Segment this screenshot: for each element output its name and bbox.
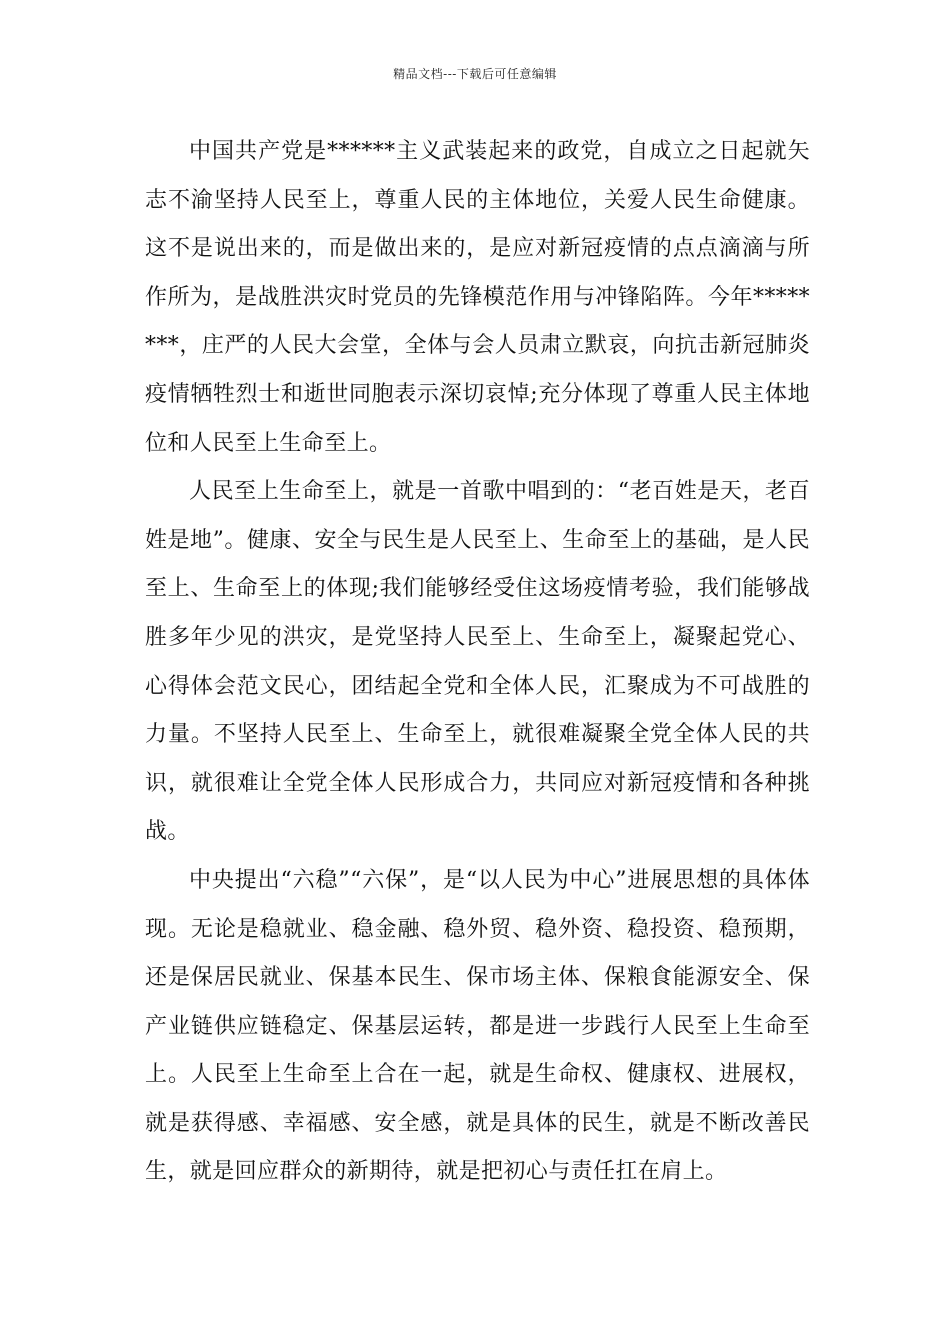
paragraph-3: 中央提出“六稳”“六保”，是“以人民为中心”进展思想的具体体现。无论是稳就业、稳金融、稳外贸、稳外资、稳投资、稳预期，还是保居民就业、保基本民生、保市场主体、保粮食能源安全、保产业链供应链稳定、保基层运转，都是进一步践行人民至上生命至上。人民至上生命至上合在一起，就是生命权、健康权、进展权，就是获得感、幸福感、安全感，就是具体的民生，就是不断改善民生，就是回应群众的新期待，就是把初心与责任扛在肩上。: [145, 867, 810, 1185]
page-header: 精品文档---下载后可任意编辑: [393, 67, 557, 81]
paragraph-1: 中国共产党是******主义武装起来的政党，自成立之日起就矢志不渝坚持人民至上，尊重人民的主体地位，关爱人民生命健康。这不是说出来的，而是做出来的，是应对新冠疫情的点点滴滴与所作所为，是战胜洪灾时党员的先锋模范作用与冲锋陷阵。今年********，庄严的人民大会堂，全体与会人员肃立默哀，向抗击新冠肺炎疫情牺牲烈士和逝世同胞表示深切哀悼;充分体现了尊重人民主体地位和人民至上生命至上。: [145, 139, 810, 456]
paragraph-2: 人民至上生命至上，就是一首歌中唱到的：“老百姓是天，老百姓是地”。健康、安全与民生是人民至上、生命至上的基础，是人民至上、生命至上的体现;我们能够经受住这场疫情考验，我们能够战胜多年少见的洪灾，是党坚持人民至上、生命至上，凝聚起党心、心得体会范文民心，团结起全党和全体人民，汇聚成为不可战胜的力量。不坚持人民至上、生命至上，就很难凝聚全党全体人民的共识，就很难让全党全体人民形成合力，共同应对新冠疫情和各种挑战。: [145, 479, 810, 845]
document-body: [145, 128, 810, 1197]
